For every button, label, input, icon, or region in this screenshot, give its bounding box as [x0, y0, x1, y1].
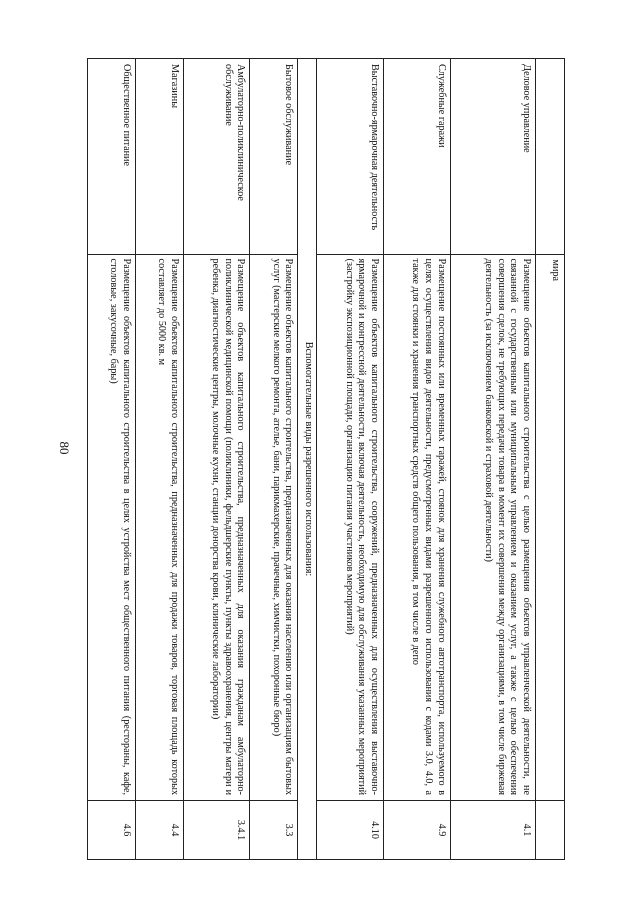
use-name-cell: Амбулаторно-поликлиническое обслуживание — [183, 59, 250, 255]
table-row — [536, 59, 565, 860]
use-name-cell — [536, 59, 565, 255]
use-description-cell: Размещение объектов капитального строительства с целью размещения объектов управленческой деятельности, не связанной с государственным или муниципальным управлением и оказанием услуг, а также с целью обеспечения совершения сделок, не требующих передачи товара в момент их совершения между организациями, в том числе биржевая деятельность (за исключением банковской и страховой деятельности) — [450, 254, 535, 801]
table-row — [135, 59, 183, 860]
table-row — [450, 59, 535, 860]
use-code-cell: 4.9 — [384, 801, 451, 860]
use-name-cell: Выставочно-ярмарочная деятельность — [317, 59, 384, 255]
rotated-table-page — [87, 58, 565, 860]
table-row — [250, 59, 298, 860]
table-row — [384, 59, 451, 860]
use-code-cell: 4.4 — [135, 801, 183, 860]
page-number: 80 — [57, 441, 72, 455]
use-code-cell: 3.3 — [250, 801, 298, 860]
use-code-cell: 3.4.1 — [183, 801, 250, 860]
section-title: Вспомогательные виды разрешенного использования: — [298, 59, 317, 860]
table-body — [88, 59, 565, 860]
table-row — [317, 59, 384, 860]
use-description-cell: Размещение объектов капитального строительства в целях устройства мест общественного питания (рестораны, кафе, столовые, закусочные, бары) — [88, 254, 136, 801]
use-code-cell: 4.10 — [317, 801, 384, 860]
use-name-cell: Служебные гаражи — [384, 59, 451, 255]
use-description-cell: Размещение объектов капитального строительства, предназначенных для оказания гражданам амбулаторно-поликлинической медицинской помощи (поликлиники, фельдшерские пункты, пункты здравоохранения, центры матери и ребенка, диагностические центры, молочные кухни, станции донорства крови, клинические лаборатории) — [183, 254, 250, 801]
use-description-cell: мира — [536, 254, 565, 801]
use-code-cell: 4.1 — [450, 801, 535, 860]
use-name-cell: Общественное питание — [88, 59, 136, 255]
table-row — [183, 59, 250, 860]
use-code-cell — [536, 801, 565, 860]
table-row — [88, 59, 136, 860]
use-description-cell: Размещение объектов капитального строительства, предназначенных для продажи товаров, торговая площадь которых составляет до 5000 кв. м — [135, 254, 183, 801]
land-use-table — [87, 58, 565, 860]
use-description-cell: Размещение объектов капитального строительства, сооружений, предназначенных для осуществления выставочно-ярмарочной и конгрессной деятельности, включая деятельность, необходимую для обслуживания указанных мероприятий (застройку экспозиционной площади, организацию питания участников мероприятий) — [317, 254, 384, 801]
use-description-cell: Размещение объектов капитального строительства, предназначенных для оказания населению или организациям бытовых услуг (мастерские мелкого ремонта, ателье, бани, парикмахерские, прачечные, химчистки, похоронные бюро) — [250, 254, 298, 801]
use-name-cell: Магазины — [135, 59, 183, 255]
use-code-cell: 4.6 — [88, 801, 136, 860]
use-name-cell: Бытовое обслуживание — [250, 59, 298, 255]
section-header-row — [298, 59, 317, 860]
use-description-cell: Размещение постоянных или временных гаражей, стоянок для хранения служебного автотранспорта, используемого в целях осуществления видов деятельности, предусмотренных видами разрешенного использования с кодами 3.0, 4.0, а также для стоянки и хранения транспортных средств общего пользования, в том числе в депо — [384, 254, 451, 801]
use-name-cell: Деловое управление — [450, 59, 535, 255]
